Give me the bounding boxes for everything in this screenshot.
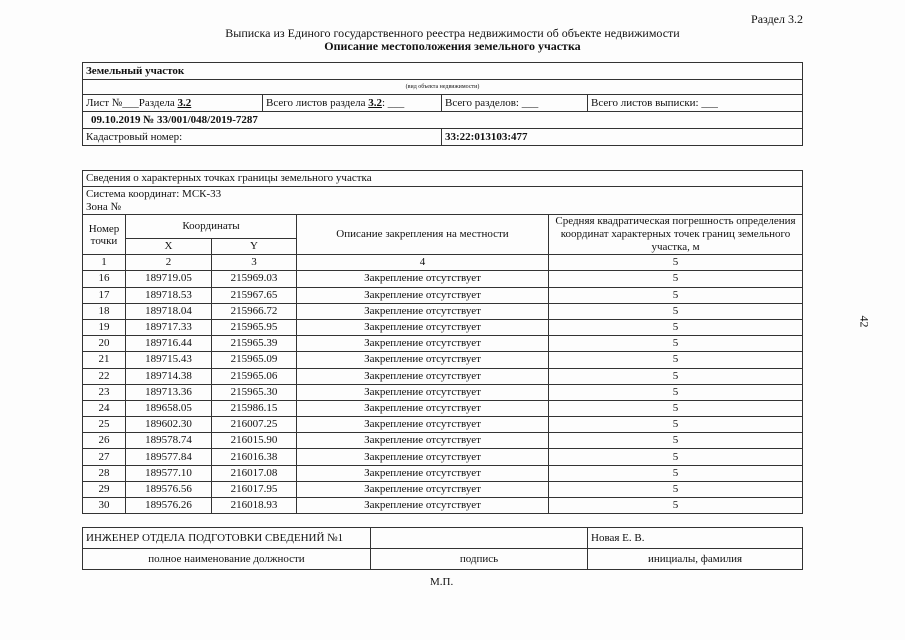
coord-y: 215965.30: [212, 384, 297, 400]
col-y: Y: [212, 238, 297, 255]
error: 5: [549, 433, 803, 449]
coord-y: 216018.93: [212, 498, 297, 514]
coord-y: 215966.72: [212, 303, 297, 319]
error: 5: [549, 400, 803, 416]
page-number: 42: [857, 315, 872, 328]
col-num: 4: [297, 255, 549, 271]
coord-y: 216015.90: [212, 433, 297, 449]
date-number: 09.10.2019 № 33/001/048/2019-7287: [83, 112, 803, 129]
description: Закрепление отсутствует: [297, 465, 549, 481]
coord-x: 189718.04: [126, 303, 212, 319]
zone: Зона №: [86, 200, 122, 213]
point-number: 16: [83, 271, 126, 287]
signer-name: Новая Е. В.: [588, 528, 803, 549]
position-caption: полное наименование должности: [83, 549, 371, 570]
object-type-caption: (вид объекта недвижимости): [83, 80, 803, 95]
point-number: 27: [83, 449, 126, 465]
coord-x: 189576.26: [126, 498, 212, 514]
col-coords: Координаты: [126, 215, 297, 238]
col-x: X: [126, 238, 212, 255]
description: Закрепление отсутствует: [297, 417, 549, 433]
coord-x: 189713.36: [126, 384, 212, 400]
point-number: 25: [83, 417, 126, 433]
object-type: Земельный участок: [83, 63, 803, 80]
description: Закрепление отсутствует: [297, 336, 549, 352]
error: 5: [549, 303, 803, 319]
coord-y: 216007.25: [212, 417, 297, 433]
error: 5: [549, 449, 803, 465]
col-num: 3: [212, 255, 297, 271]
col-num: 5: [549, 255, 803, 271]
signature-table: [82, 527, 803, 570]
boundary-points-table: [82, 170, 803, 514]
document-subtitle: Описание местоположения земельного участка: [324, 39, 581, 53]
coord-y: 216017.95: [212, 481, 297, 497]
coord-x: 189578.74: [126, 433, 212, 449]
description: Закрепление отсутствует: [297, 319, 549, 335]
table-row: [83, 384, 803, 400]
col-error: Средняя квадратическая погрешность определения координат характерных точек границ земельного участка, м: [549, 215, 803, 255]
coord-y: 215965.39: [212, 336, 297, 352]
coord-y: 215965.95: [212, 319, 297, 335]
point-number: 26: [83, 433, 126, 449]
table-row: [83, 449, 803, 465]
table-row: [83, 303, 803, 319]
error: 5: [549, 271, 803, 287]
document-title: Выписка из Единого государственного реестра недвижимости об объекте недвижимости: [225, 26, 680, 40]
description: Закрепление отсутствует: [297, 271, 549, 287]
coord-x: 189715.43: [126, 352, 212, 368]
point-number: 24: [83, 400, 126, 416]
error: 5: [549, 368, 803, 384]
name-caption: инициалы, фамилия: [588, 549, 803, 570]
column-numbers-row: [83, 255, 803, 271]
coord-y: 215969.03: [212, 271, 297, 287]
cadastral-number: 33:22:013103:477: [442, 129, 803, 146]
error: 5: [549, 352, 803, 368]
coord-x: 189577.10: [126, 465, 212, 481]
total-sheets-section: Всего листов раздела 3.2: ___: [263, 95, 442, 112]
description: Закрепление отсутствует: [297, 449, 549, 465]
point-number: 29: [83, 481, 126, 497]
point-number: 22: [83, 368, 126, 384]
table-row: [83, 417, 803, 433]
description: Закрепление отсутствует: [297, 498, 549, 514]
table-row: [83, 319, 803, 335]
cadastral-label: Кадастровый номер:: [83, 129, 442, 146]
description: Закрепление отсутствует: [297, 384, 549, 400]
error: 5: [549, 498, 803, 514]
description: Закрепление отсутствует: [297, 287, 549, 303]
description: Закрепление отсутствует: [297, 368, 549, 384]
object-header-table: [82, 62, 803, 146]
sheet-number: Лист №___Раздела 3.2: [83, 95, 263, 112]
description: Закрепление отсутствует: [297, 481, 549, 497]
table-row: [83, 336, 803, 352]
description: Закрепление отсутствует: [297, 400, 549, 416]
table-row: [83, 400, 803, 416]
coord-x: 189576.56: [126, 481, 212, 497]
section-label: Раздел 3.2: [751, 12, 803, 26]
coord-y: 215965.06: [212, 368, 297, 384]
coord-x: 189717.33: [126, 319, 212, 335]
error: 5: [549, 481, 803, 497]
error: 5: [549, 319, 803, 335]
coord-system: Система координат: МСК-33 Зона №: [83, 187, 803, 215]
table-row: [83, 433, 803, 449]
coord-x: 189577.84: [126, 449, 212, 465]
stamp-label: М.П.: [430, 576, 454, 588]
coord-y: 215967.65: [212, 287, 297, 303]
coord-y: 216016.38: [212, 449, 297, 465]
table-row: [83, 368, 803, 384]
coord-x: 189716.44: [126, 336, 212, 352]
coord-y: 215986.15: [212, 400, 297, 416]
signature-caption: подпись: [371, 549, 588, 570]
point-number: 21: [83, 352, 126, 368]
error: 5: [549, 417, 803, 433]
error: 5: [549, 384, 803, 400]
coord-x: 189714.38: [126, 368, 212, 384]
point-number: 19: [83, 319, 126, 335]
point-number: 20: [83, 336, 126, 352]
coord-y: 216017.08: [212, 465, 297, 481]
table-row: [83, 498, 803, 514]
coord-x: 189602.30: [126, 417, 212, 433]
error: 5: [549, 465, 803, 481]
position: ИНЖЕНЕР ОТДЕЛА ПОДГОТОВКИ СВЕДЕНИЙ №1: [83, 528, 371, 549]
point-number: 17: [83, 287, 126, 303]
error: 5: [549, 287, 803, 303]
description: Закрепление отсутствует: [297, 352, 549, 368]
coord-x: 189658.05: [126, 400, 212, 416]
signature-field: [371, 528, 588, 549]
coord-x: 189718.53: [126, 287, 212, 303]
table-row: [83, 287, 803, 303]
point-number: 28: [83, 465, 126, 481]
total-sections: Всего разделов: ___: [442, 95, 588, 112]
total-extract-sheets: Всего листов выписки: ___: [588, 95, 803, 112]
col-num: 2: [126, 255, 212, 271]
point-number: 23: [83, 384, 126, 400]
col-number: Номер точки: [83, 215, 126, 255]
table-row: [83, 271, 803, 287]
table-row: [83, 481, 803, 497]
point-number: 18: [83, 303, 126, 319]
points-title: Сведения о характерных точках границы земельного участка: [83, 171, 803, 187]
col-description: Описание закрепления на местности: [297, 215, 549, 255]
col-num: 1: [83, 255, 126, 271]
point-number: 30: [83, 498, 126, 514]
description: Закрепление отсутствует: [297, 303, 549, 319]
table-row: [83, 465, 803, 481]
description: Закрепление отсутствует: [297, 433, 549, 449]
coord-y: 215965.09: [212, 352, 297, 368]
coord-x: 189719.05: [126, 271, 212, 287]
table-row: [83, 352, 803, 368]
error: 5: [549, 336, 803, 352]
